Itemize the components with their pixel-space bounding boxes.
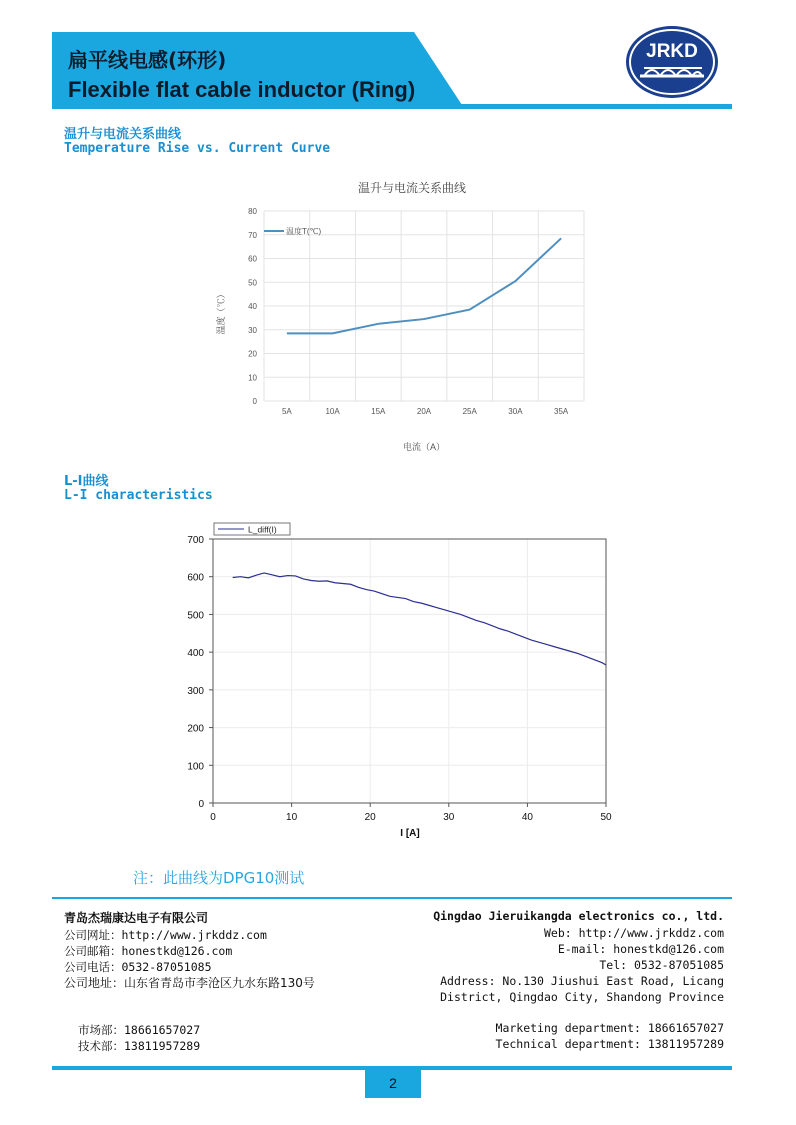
chart2-y-tick-label: 0	[198, 799, 204, 810]
chart1-y-tick-label: 50	[248, 278, 257, 288]
section2-title-cn: L-I曲线	[64, 474, 109, 489]
chart1-x-label: 电流（A）	[402, 442, 446, 452]
address-en-line1: Address: No.130 Jiushui East Road, Licang	[440, 974, 724, 988]
chart1-y-ticks	[248, 207, 257, 406]
chart2-x-tick-label: 20	[364, 812, 376, 823]
company-name-en: Qingdao Jieruikangda electronics co., ltd.	[433, 909, 724, 923]
chart2-y-tick-label: 100	[187, 761, 204, 773]
chart1-y-tick-label: 40	[248, 302, 257, 311]
website-en: Web: http://www.jrkddz.com	[543, 926, 724, 940]
marketing-en: Marketing department: 18661657027	[495, 1021, 724, 1035]
chart2-y-tick-label: 600	[187, 572, 204, 584]
chart2-x-tick-label: 0	[210, 812, 216, 823]
chart2-y-tick-label: 400	[187, 648, 204, 660]
address-en-line2: District, Qingdao City, Shandong Province	[440, 990, 724, 1004]
chart2-legend	[214, 523, 290, 535]
email-en: E-mail: honestkd@126.com	[557, 942, 724, 956]
footer-rule	[52, 897, 732, 899]
chart2-y-tick-label: 700	[187, 535, 204, 546]
chart1-x-tick-label: 35A	[554, 407, 569, 416]
chart1-y-tick-label: 30	[248, 325, 257, 335]
website-cn: 公司网址：http://www.jrkddz.com	[64, 928, 267, 942]
page-number: 2	[365, 1068, 421, 1098]
marketing-cn: 市场部：18661657027	[78, 1023, 201, 1037]
chart2-legend-label: L_diff(I)	[248, 524, 277, 535]
section1-title-en: Temperature Rise vs. Current Curve	[64, 141, 331, 156]
chart1-x-tick-label: 10A	[325, 407, 340, 416]
chart2-y-tick-label: 500	[187, 610, 204, 622]
chart1-y-tick-label: 70	[248, 230, 257, 240]
chart1-y-tick-label: 0	[252, 397, 257, 406]
chart1-y-label: 温度（℃）	[216, 289, 226, 335]
chart2-x-tick-label: 50	[600, 812, 612, 823]
page-title-cn: 扁平线电感(环形)	[68, 48, 227, 72]
chart1-x-tick-label: 5A	[281, 407, 292, 416]
chart2-x-tick-label: 30	[443, 812, 455, 823]
test-note: 注：此曲线为DPG10测试	[133, 869, 305, 887]
chart2-y-tick-label: 300	[187, 685, 204, 697]
header-rule	[52, 104, 732, 109]
phone-en: Tel: 0532-87051085	[599, 958, 724, 972]
company-name-cn: 青岛杰瑞康达电子有限公司	[64, 911, 209, 925]
chart1-title: 温升与电流关系曲线	[357, 181, 467, 195]
logo-text: JRKD	[646, 41, 698, 62]
section2-title-en: L-I characteristics	[64, 488, 213, 503]
chart2-x-label: I [A]	[400, 828, 420, 839]
chart2-x-tick-label: 10	[286, 812, 298, 823]
section1-title-cn: 温升与电流关系曲线	[64, 127, 182, 142]
email-cn: 公司邮箱：honestkd@126.com	[64, 944, 233, 958]
chart1-x-tick-label: 30A	[508, 407, 523, 416]
chart1-x-tick-label: 20A	[416, 407, 432, 416]
li-characteristics-chart	[160, 518, 630, 844]
temperature-rise-chart	[208, 168, 594, 468]
chart2-y-tick-label: 200	[187, 723, 204, 735]
tech-cn: 技术部：13811957289	[78, 1039, 201, 1053]
page-title-en: Flexible flat cable inductor (Ring)	[68, 77, 416, 102]
chart1-y-tick-label: 20	[248, 349, 257, 359]
chart2-x-tick-label: 40	[521, 812, 533, 823]
chart1-y-tick-label: 60	[248, 254, 257, 264]
chart1-y-tick-label: 10	[248, 373, 257, 383]
tech-en: Technical department: 13811957289	[495, 1037, 724, 1051]
address-cn: 公司地址：山东省青岛市李沧区九水东路130号	[64, 976, 315, 990]
chart1-legend-label: 温度T(℃)	[286, 227, 322, 236]
phone-cn: 公司电话：0532-87051085	[64, 960, 212, 974]
chart1-y-tick-label: 80	[248, 207, 257, 216]
chart1-x-tick-label: 25A	[462, 407, 477, 416]
jrkd-logo	[624, 24, 720, 100]
chart1-x-tick-label: 15A	[371, 407, 386, 416]
